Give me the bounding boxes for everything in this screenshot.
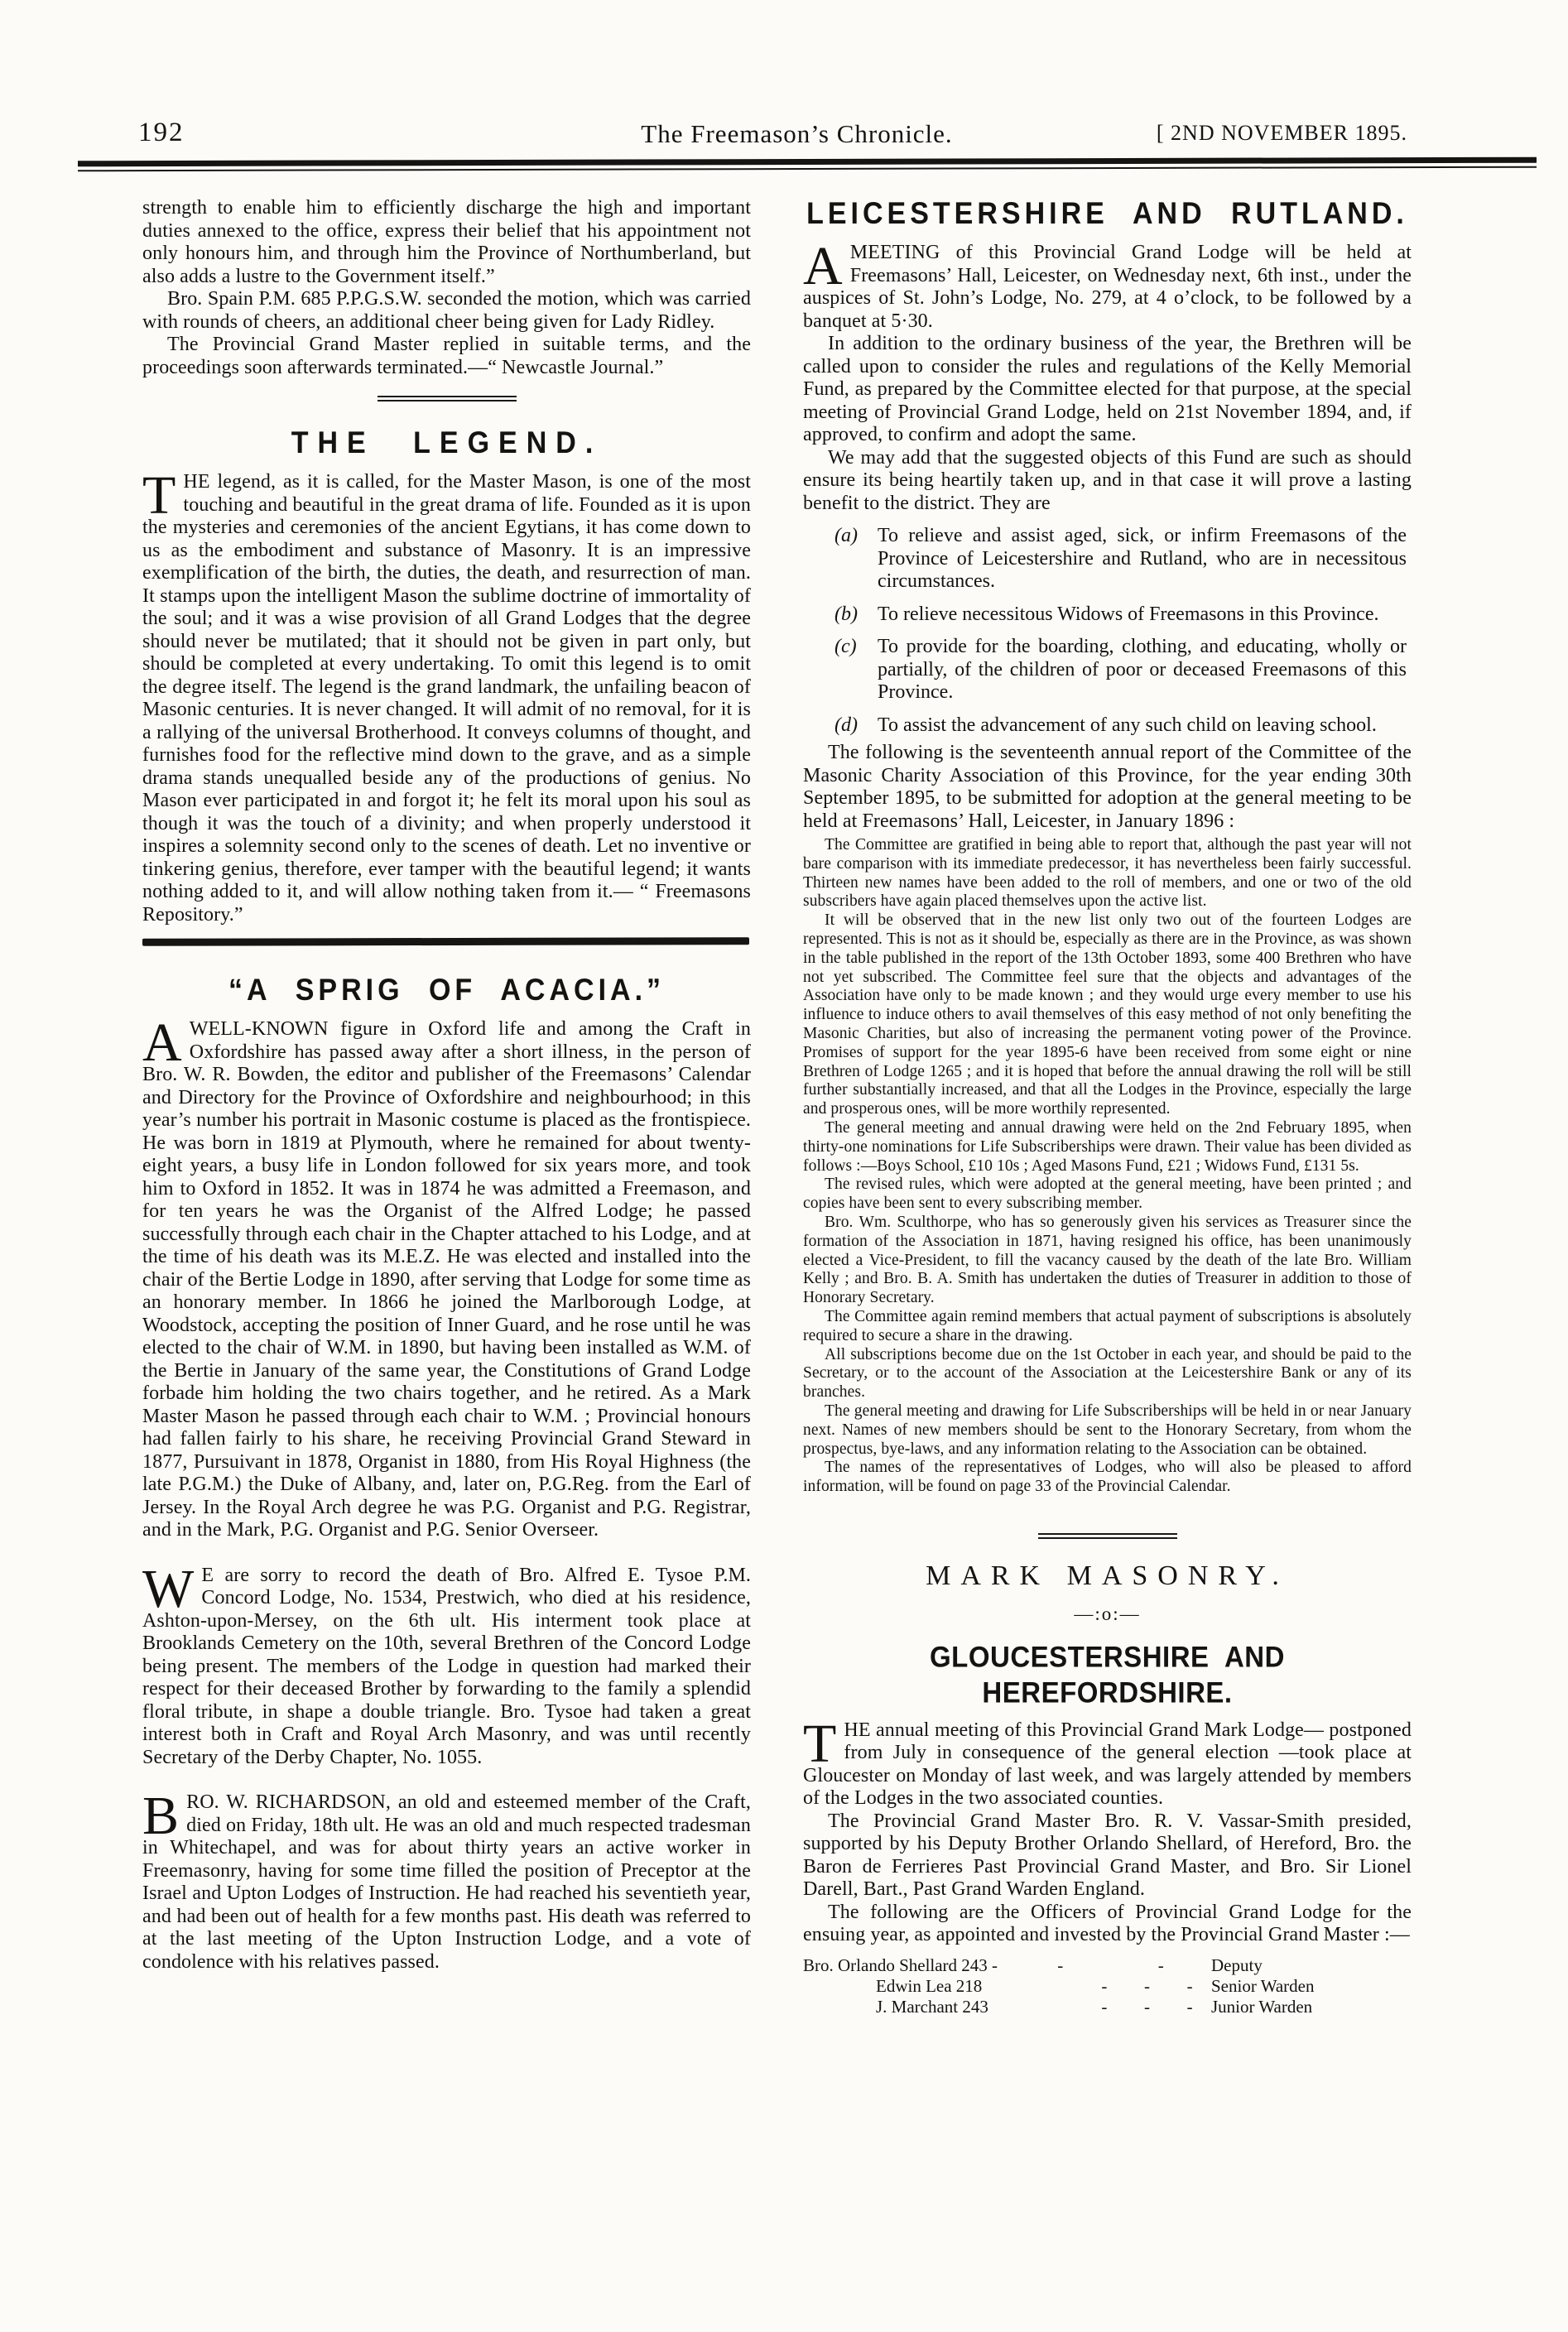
officer-office: Junior Warden [1211,1996,1313,2017]
officer-dashes [1083,1976,1211,1997]
dash: - [1186,1996,1193,2017]
paragraph-text: WELL-KNOWN figure in Oxford life and among the Craft in Oxfordshire has passed away after a short illness, in the person of Bro. W. R. Bowden, the editor and publisher of the Freemasons’ Calendar and Directory for the Province of Oxfordshire and neighbourhood; in this year’s number his portrait in Masonic costume is placed as the frontispiece. He was born in 1819 at Plymouth, where he remained for about twenty-eight years, a busy life in London followed for six years more, and took him to Oxford in 1852. It was in 1874 he was admitted a Freemason, and for ten years he was the Organist of the Alfred Lodge; he passed successfully through each chair in the Chapter attached to his Lodge, and at the time of his death was its M.E.Z. He was elected and installed into the chair of the Bertie Lodge in 1890, after serving that Lodge for some time as an honorary member. In 1866 he joined the Marlborough Lodge, at Woodstock, accepting the position of Inner Guard, and he rose until he was elected to the chair of W.M. in 1890, but having been installed as W.M. of the Bertie in January of the same year, the Constitutions of Grand Lodge forbade him holding the two chairs together, and he retired. As a Mark Master Mason he passed through each chair to W.M. ; Provincial honours had fallen fairly to his share, he receiving Provincial Grand Steward in 1877, Pursuivant in 1878, Organist in 1880, from His Royal Highness (the late P.G.M.) the Duke of Albany, and, later on, P.G.Reg. from the Earl of Jersey. In the Royal Arch degree he was P.G. Organist and P.G. Registrar, and in the Mark, P.G. Organist and P.G. Senior Overseer. [142,1018,751,1541]
paragraph: The following are the Officers of Provincial Grand Lodge for the ensuing year, as appointed and invested by the Provincial Grand Master :— [803,1901,1412,1946]
report-paragraph: The Committee again remind members that actual payment of subscriptions is absolutely required to secure a share in the drawing. [803,1307,1412,1344]
article-body [803,236,1412,333]
ornament-separator: —:o:— [1074,1603,1141,1624]
paragraph: Bro. Spain P.M. 685 P.P.G.S.W. seconded the motion, which was carried with rounds of cheers, an additional cheer being given for Lady Ridley. [142,288,751,333]
continuation-paragraph: strength to enable him to efficiently discharge the high and important duties annexed to the office, express their belief that his appointment not only honours him, and through him the Province of Northumberland, but also adds a lustre to the Government itself.” [142,197,751,287]
dash: - [1144,1996,1150,2017]
dash: - [1186,1975,1193,1996]
page-number: 192 [138,118,185,147]
report-paragraph: The general meeting and drawing for Life Subscriberships will be held in or near January next. Names of new members should be sent to the Honorary Secretary, from whom the prospectus, bye-laws, and any information relating to the Association can be obtained. [803,1402,1412,1458]
section-divider [1038,1533,1177,1539]
paragraph-text: E are sorry to record the death of Bro. Alfred E. Tysoe P.M. Concord Lodge, No. 1534, Prestwich, who died at his residence, Ashton-upon-Mersey, on the 6th ult. His interment took place at Brooklands Cemetery on the 10th, several Brethren of the Concord Lodge being present. The members of the Lodge in question had marked their respect for their deceased Brother by forwarding to the family a splendid floral tribute, in shape a double triangle. Bro. Tysoe had taken a great interest both in Craft and Royal Arch Masonry, and was until recently Secretary of the Derby Chapter, No. 1055. [142,1564,751,1768]
dash: - [1101,1996,1108,2017]
paragraph-text: HE legend, as it is called, for the Master Mason, is one of the most touching and beautiful in the great drama of life. Founded as it is upon the mysteries and ceremonies of the ancient Egytians, it has come down to us as the embodiment and substance of Masonry. It is an impressive exemplification of the birth, the duties, the death, and resurrection of man. It stamps upon the intelligent Mason the sublime doctrine of immortality of the soul; and it was a wise provision of all Grand Lodges that the degree should never be mutilated; that it should not be given in part only, but should be completed at every undertaking. To omit this legend is to omit the degree itself. The legend is the grand landmark, the unfailing beacon of Masonic centuries. It is never changed. It will admit of no removal, for it is a rallying of the universal Brotherhood. It conveys columns of thought, and furnishes food for the reflective mind down to the grave, and as a simple drama stands unequalled beside any of the productions of genius. No Mason ever participated in and forgot it; he felt its moral upon his soul as though it was the touch of a divinity; and when properly understood it inspires a solemnity second only to the scenes of death. Let no inventive or tinkering genius, therefore, ever tamper with the beautiful legend; it wants nothing added to it, and will allow nothing taken from it.— “ Freemasons Repository.” [142,471,751,926]
paragraph-text: RO. W. RICHARDSON, an old and esteemed member of the Craft, died on Friday, 18th ult. He was an old and much respected tradesman in Whitechapel, and was for about thirty years an active worker in Freemasonry, having for some time filled the position of Preceptor at the Israel and Upton Lodges of Instruction. He had reached his seventieth year, and had been out of health for a few months past. His death was referred to at the last meeting of the Upton Instruction Lodge, and a vote of condolence with his relatives passed. [142,1791,751,1973]
list-item [803,603,1412,627]
list-item [803,525,1412,594]
list-item-text: To relieve necessitous Widows of Freemasons in this Province. [878,603,1379,625]
report-paragraph: Bro. Wm. Sculthorpe, who has so generously given his services as Treasurer since the formation of the Association in 1871, having resigned his office, has been unanimously elected a Vice-President, to fill the vacancy caused by the death of the late Bro. William Kelly ; and Bro. B. A. Smith has undertaken the duties of Treasurer in addition to those of Honorary Secretary. [803,1213,1412,1307]
dash: - [1101,1975,1108,1996]
obituary-richardson [142,1786,751,1974]
header-rule [78,157,1537,172]
issue-date: [ 2ND NOVEMBER 1895. [1156,121,1407,145]
drop-cap: W [142,1558,195,1619]
drop-cap: T [142,465,176,526]
left-column [142,197,751,1974]
list-item [803,636,1412,704]
officer-row [803,1976,1412,1997]
officer-name: Edwin Lea 218 [876,1975,983,1996]
paragraph: In addition to the ordinary business of the year, the Brethren will be called upon to consider the rules and regulations of the Kelly Memorial Fund, as prepared by the Committee elected for that purpose, at the special meeting of Provincial Grand Lodge, held on 21st November 1894, and, if approved, to confirm and adopt the same. [803,333,1412,445]
report-paragraph: All subscriptions become due on the 1st October in each year, and should be paid to the Secretary, or to the account of the Association at the Leicestershire Bank or any of its branches. [803,1345,1412,1402]
officer-dashes [1010,1955,1211,1976]
officers-table [803,1955,1412,2017]
masthead [79,116,1515,157]
list-item [803,714,1412,738]
drop-cap: A [142,1012,182,1073]
right-column [803,197,1412,2017]
list-item-label: (c) [835,636,857,657]
report-paragraph: The revised rules, which were adopted at the general meeting, have been printed ; and copies have been sent to every subscribing member. [803,1176,1412,1213]
report-paragraph: It will be observed that in the new list only two out of the fourteen Lodges are represented. This is not as it should be, especially as there are in the Province, as was shown in the table published in the report of the 13th October 1893, some 400 Brethren who have not yet subscribed. The Committee feel sure that the objects and advantages of the Association have only to be made known ; and they would urge every member to use his influence to induce others to avail themselves of this easy method of not only benefiting the Masonic Charities, but also of increasing the permanent voting power of the Province. Promises of support for the year 1895-6 have been received from some eight or nine Brethren of Lodge 1265 ; and it is hoped that before the annual drawing the roll will be still further substantially increased, and that all the Lodges in the Province, especially the large and prosperous ones, will be more worthily represented. [803,911,1412,1118]
paragraph: We may add that the suggested objects of this Fund are such as should ensure its being heartily taken up, and in that case it will prove a lasting benefit to the district. They are [803,446,1412,514]
dash: - [1057,1955,1064,1975]
officer-row [803,1955,1412,1976]
list-item-text: To assist the advancement of any such child on leaving school. [878,714,1377,736]
officer-dashes [1083,1997,1211,2017]
list-item-label: (a) [835,525,858,546]
list-item-text: To provide for the boarding, clothing, and educating, wholly or partially, of the children of poor or deceased Freemasons of this Province. [878,636,1407,703]
officer-name: Bro. Orlando Shellard 243 - [803,1955,998,1975]
paragraph: The Provincial Grand Master replied in suitable terms, and the proceedings soon afterwards terminated.—“ Newcastle Journal.” [142,334,751,378]
dash: - [1157,1955,1164,1975]
section-title-mark-masonry: MARK MASONRY. [926,1560,1289,1591]
officer-name: J. Marchant 243 [876,1996,988,2017]
masthead-title: The Freemason’s Chronicle. [641,119,953,148]
drop-cap: A [803,236,843,296]
list-item-label: (b) [835,603,858,625]
article-body [142,465,751,926]
article-body [803,1713,1412,1810]
thick-divider [142,937,749,946]
article-heading-the-legend: THE LEGEND. [291,426,603,460]
drop-cap: B [142,1786,180,1846]
officer-row [803,1997,1412,2017]
article-body [142,1012,751,1542]
officer-office: Deputy [1211,1955,1263,1975]
list-item-label: (d) [835,714,858,736]
article-heading-sprig-of-acacia: “A SPRIG OF ACACIA.” [228,973,666,1007]
list-item-text: To relieve and assist aged, sick, or infirm Freemasons of the Province of Leicestershire and Rutland, who are in necessitous circumstances. [878,525,1407,592]
officer-office: Senior Warden [1211,1975,1315,1996]
section-divider [378,396,517,401]
report-paragraph: The names of the representatives of Lodges, who will also be pleased to afford information, will be found on page 33 of the Provincial Calendar. [803,1459,1412,1496]
paragraph-text: MEETING of this Provincial Grand Lodge will be held at Freemasons’ Hall, Leicester, on Wednesday next, 6th inst., under the auspices of St. John’s Lodge, No. 279, at 4 o’clock, to be followed by a banquet at 5·30. [803,242,1412,332]
text-columns [142,197,1412,2017]
paragraph-text: HE annual meeting of this Provincial Grand Mark Lodge— postponed from July in consequence of the general election —took place at Gloucester on Monday of last week, and was largely attended by members of the Lodges in the two associated counties. [803,1719,1412,1810]
fund-objects-list [803,525,1412,737]
paragraph: The Provincial Grand Master Bro. R. V. Vassar-Smith presided, supported by his Deputy Brother Orlando Shellard, of Hereford, Bro. the Baron de Ferrieres Past Provincial Grand Master, and Bro. Sir Lionel Darell, Bart., Past Grand Warden England. [803,1810,1412,1901]
article-heading-leicestershire: LEICESTERSHIRE AND RUTLAND. [806,196,1408,231]
report-paragraph: The general meeting and annual drawing were held on the 2nd February 1895, when thirty-one nominations for Life Subscriberships were drawn. Their value has been divided as follows :—Boys School, £10 10s ; Aged Masons Fund, £21 ; Widows Fund, £131 5s. [803,1118,1412,1175]
dash: - [1144,1975,1150,1996]
article-heading-gloucestershire: GLOUCESTERSHIRE AND HEREFORDSHIRE. [930,1639,1285,1709]
annual-report [803,836,1412,1497]
drop-cap: T [803,1713,837,1774]
paragraph: The following is the seventeenth annual report of the Committee of the Masonic Charity Association of this Province, for the year ending 30th September 1895, to be submitted for adoption at the general meeting to be held at Freemasons’ Hall, Leicester, in January 1896 : [803,742,1412,832]
obituary-tysoe [142,1558,751,1770]
report-paragraph: The Committee are gratified in being able to report that, although the past year will not bare comparison with its immediate predecessor, it has nevertheless been fairly successful. Thirteen new names have been added to the roll of members, and one or two of the old subscribers have again placed themselves upon the active list. [803,836,1412,911]
